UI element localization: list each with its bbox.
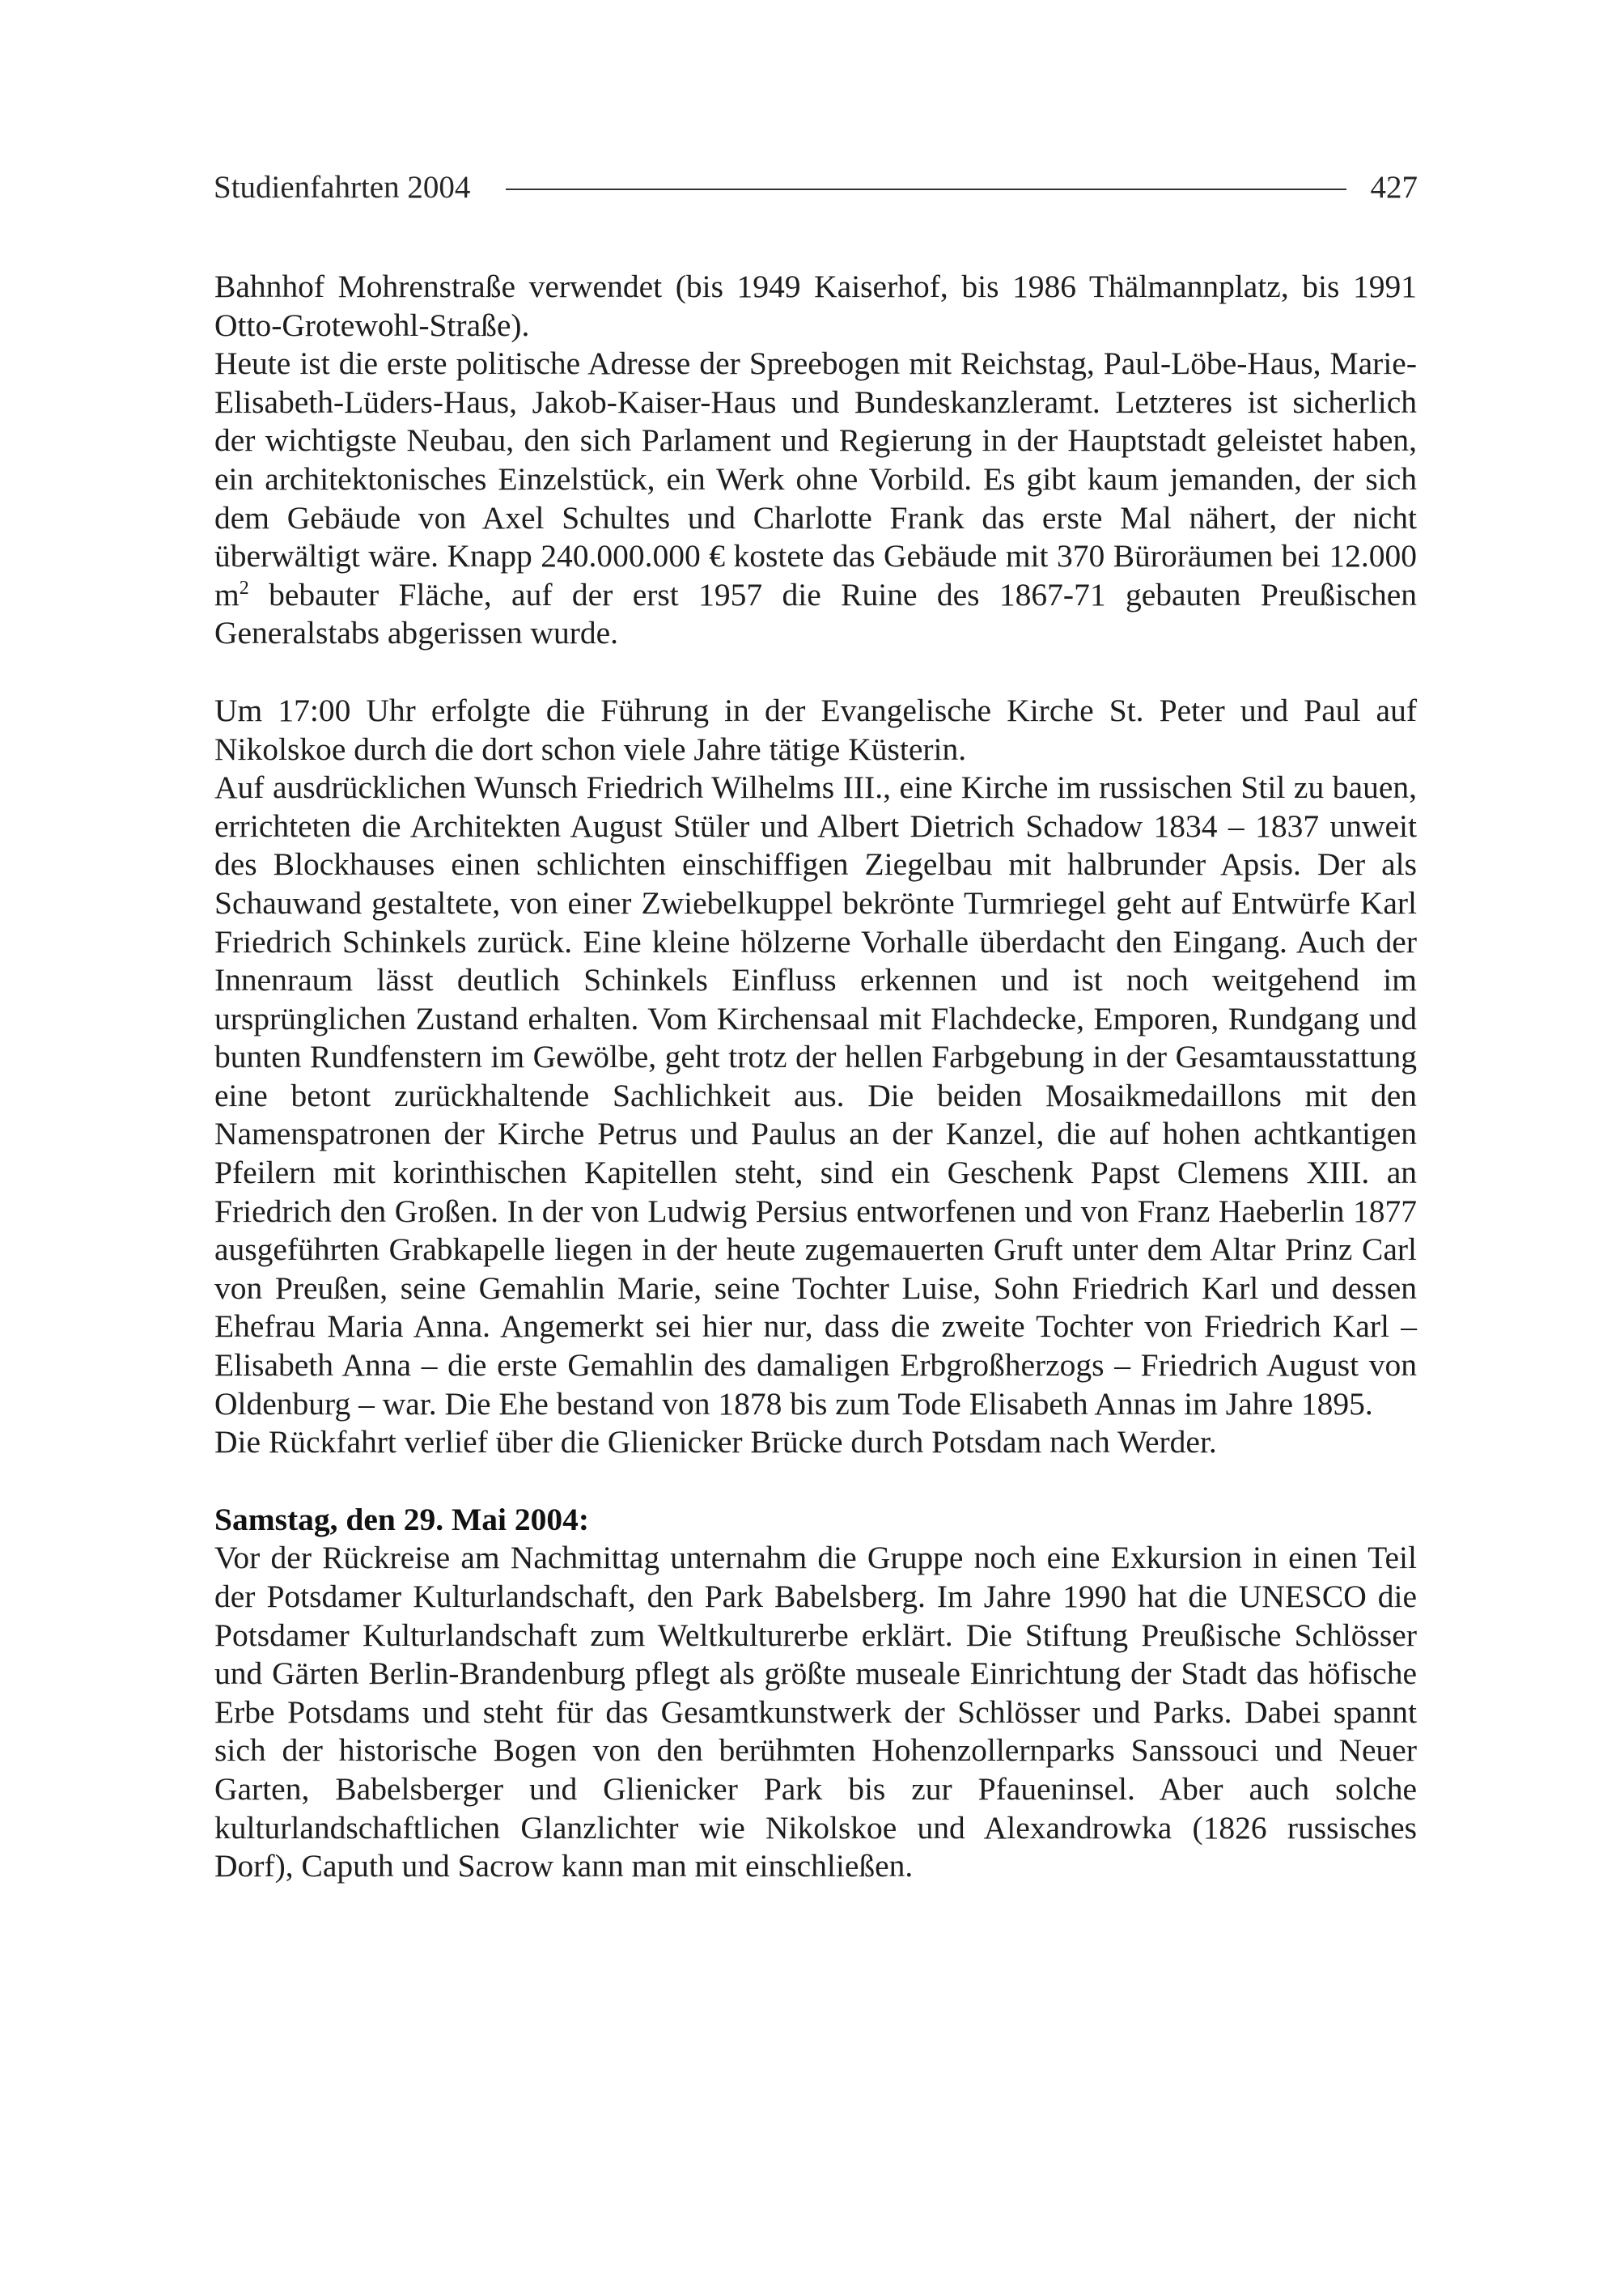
paragraph-2-text: Heute ist die erste politische Adresse der Spreebogen mit Reichstag, Paul-Löbe-Haus, Marie-Elisabeth-Lüders-Haus, Jakob-Kaiser-Haus und Bundeskanzleramt. Letzteres ist sicherlich der wichtigste Neubau, den sich Parlament und Regierung in der Hauptstadt geleistet haben, ein architektonisches Einzelstück, ein Werk ohne Vorbild. Es gibt kaum jemanden, der sich dem Gebäude von Axel Schultes und Charlotte Frank das erste Mal nähert, der nicht überwältigt wäre. Knapp 240.000.000 € kostete das Gebäude mit 370 Büroräumen bei 12.000 m — [214, 345, 1417, 612]
paragraph-gap — [214, 653, 1417, 692]
section-heading: Samstag, den 29. Mai 2004: — [214, 1501, 590, 1537]
paragraph-3: Um 17:00 Uhr erfolgte die Führung in der Evangelische Kirche St. Peter und Paul auf Nikolskoe durch die dort schon viele Jahre tätige Küsterin. — [214, 692, 1417, 767]
paragraph-4: Auf ausdrücklichen Wunsch Friedrich Wilhelms III., eine Kirche im russischen Stil zu bauen, errichteten die Architekten August Stüler und Albert Dietrich Schadow 1834 – 1837 unweit des Blockhauses einen schlichten einschiffigen Ziegelbau mit halbrunder Apsis. Der als Schauwand gestaltete, von einer Zwiebelkuppel bekrönte Turmriegel geht auf Entwürfe Karl Friedrich Schinkels zurück. Eine kleine hölzerne Vorhalle überdacht den Eingang. Auch der Innenraum lässt deutlich Schinkels Einfluss erkennen und ist noch weitgehend im ursprünglichen Zustand erhalten. Vom Kirchensaal mit Flachdecke, Emporen, Rundgang und bunten Rundfenstern im Gewölbe, geht trotz der hellen Farbgebung in der Gesamtausstattung eine betont zurückhaltende Sachlichkeit aus. Die beiden Mosaikmedaillons mit den Namenspatronen der Kirche Petrus und Paulus an der Kanzel, die auf hohen achtkantigen Pfeilern mit korinthischen Kapitellen steht, sind ein Geschenk Papst Clemens XIII. an Friedrich den Großen. In der von Ludwig Persius entworfenen und von Franz Haeberlin 1877 ausgeführten Grabkapelle liegen in der heute zugemauerten Gruft unter dem Altar Prinz Carl von Preußen, seine Gemahlin Marie, seine Tochter Luise, Sohn Friedrich Karl und dessen Ehefrau Maria Anna. Angemerkt sei hier nur, dass die zweite Tochter von Friedrich Karl – Elisabeth Anna – die erste Gemahlin des damaligen Erbgroßherzogs – Friedrich August von Oldenburg – war. Die Ehe bestand von 1878 bis zum Tode Elisabeth Annas im Jahre 1895. — [214, 769, 1417, 1422]
running-title: Studienfahrten 2004 — [214, 169, 471, 205]
paragraph-5: Die Rückfahrt verlief über die Glienicker Brücke durch Potsdam nach Werder. — [214, 1424, 1217, 1460]
paragraph-2-end: bebauter Fläche, auf der erst 1957 die Ruine des 1867-71 gebauten Preußischen Generalstabs abgerissen wurde. — [214, 576, 1417, 651]
paragraph-1: Bahnhof Mohrenstraße verwendet (bis 1949 Kaiserhof, bis 1986 Thälmannplatz, bis 1991 Otto-Grotewohl-Straße). — [214, 269, 1417, 343]
paragraph-2 — [214, 345, 1417, 653]
paragraph-gap — [214, 1462, 1417, 1501]
paragraph-6: Vor der Rückreise am Nachmittag unternahm die Gruppe noch eine Exkursion in einen Teil der Potsdamer Kulturlandschaft, den Park Babelsberg. Im Jahre 1990 hat die UNESCO die Potsdamer Kulturlandschaft zum Weltkulturerbe erklärt. Die Stiftung Preußische Schlösser und Gärten Berlin-Brandenburg pflegt als größte museale Einrichtung der Stadt das höfische Erbe Potsdams und steht für das Gesamtkunstwerk der Schlösser und Parks. Dabei spannt sich der historische Bogen von den berühmten Hohenzollernparks Sanssouci und Neuer Garten, Babelsberger und Glienicker Park bis zur Pfaueninsel. Aber auch solche kulturlandschaftlichen Glanzlichter wie Nikolskoe und Alexandrowka (1826 russisches Dorf), Caputh und Sacrow kann man mit einschließen. — [214, 1540, 1417, 1884]
header-rule — [506, 189, 1346, 190]
superscript-2: 2 — [239, 577, 249, 599]
page-number: 427 — [1370, 169, 1418, 205]
page-header — [214, 165, 1418, 209]
body-text — [214, 268, 1417, 1886]
